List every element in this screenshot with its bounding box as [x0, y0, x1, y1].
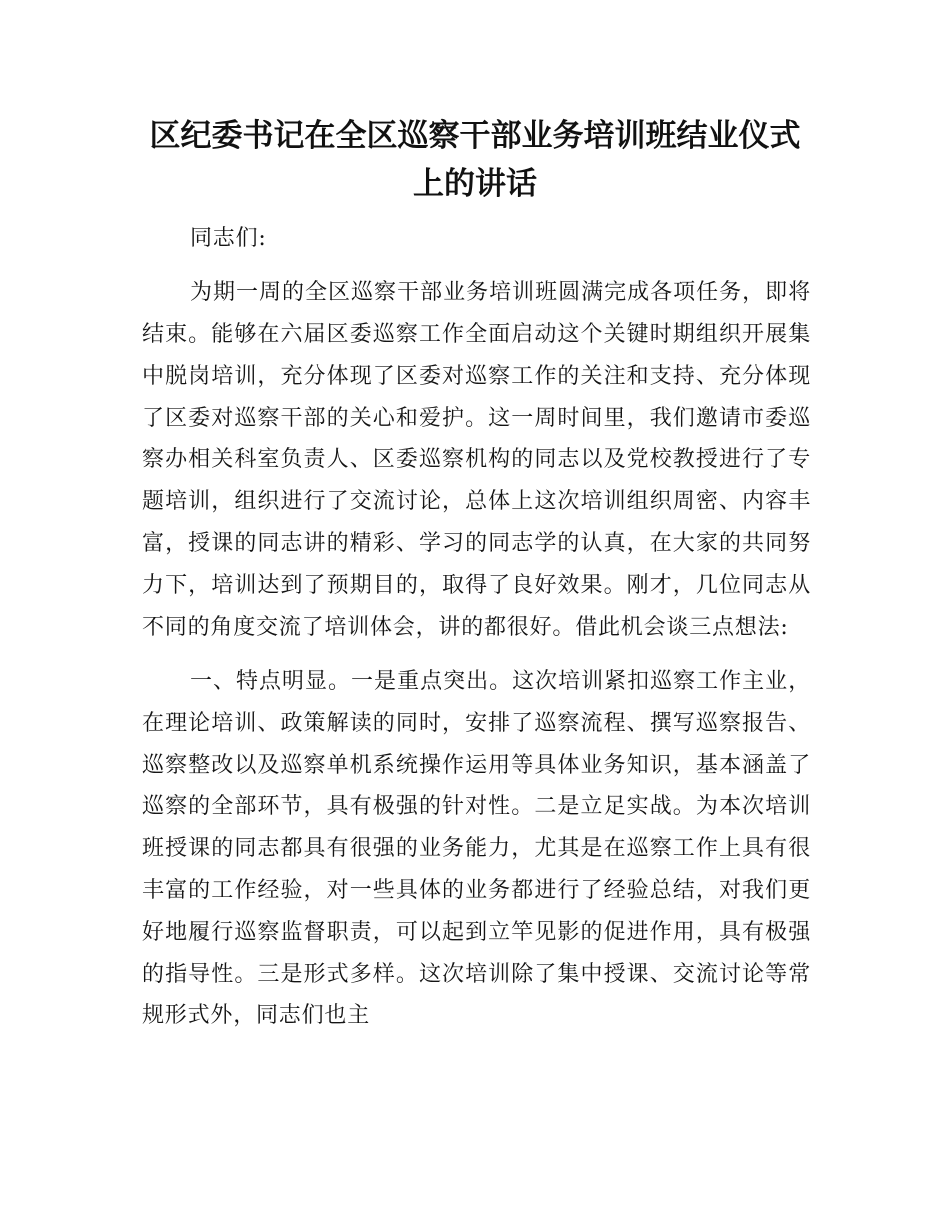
document-body — [142, 218, 811, 1050]
document-title: 区纪委书记在全区巡察干部业务培训班结业仪式上的讲话 — [149, 118, 801, 202]
salutation-paragraph: 同志们: — [190, 226, 267, 251]
body-paragraph: 一、特点明显。一是重点突出。这次培训紧扣巡察工作主业，在理论培训、政策解读的同时，安排了巡察流程、撰写巡察报告、巡察整改以及巡察单机系统操作运用等具体业务知识，基本涵盖了巡察的全部环节，具有极强的针对性。二是立足实战。为本次培训班授课的同志都具有很强的业务能力，尤其是在巡察工作上具有很丰富的工作经验，对一些具体的业务都进行了经验总结，对我们更好地履行巡察监督职责，可以起到立竿见影的促进作用，具有极强的指导性。三是形式多样。这次培训除了集中授课、交流讨论等常规形式外，同志们也主 — [142, 668, 811, 1029]
body-paragraph: 为期一周的全区巡察干部业务培训班圆满完成各项任务，即将结束。能够在六届区委巡察工作全面启动这个关键时期组织开展集中脱岗培训，充分体现了区委对巡察工作的关注和支持、充分体现了区委对巡察干部的关心和爱护。这一周时间里，我们邀请市委巡察办相关科室负责人、区委巡察机构的同志以及党校教授进行了专题培训，组织进行了交流讨论，总体上这次培训组织周密、内容丰富，授课的同志讲的精彩、学习的同志学的认真，在大家的共同努力下，培训达到了预期目的，取得了良好效果。刚才，几位同志从不同的角度交流了培训体会，讲的都很好。借此机会谈三点想法: — [142, 280, 811, 640]
